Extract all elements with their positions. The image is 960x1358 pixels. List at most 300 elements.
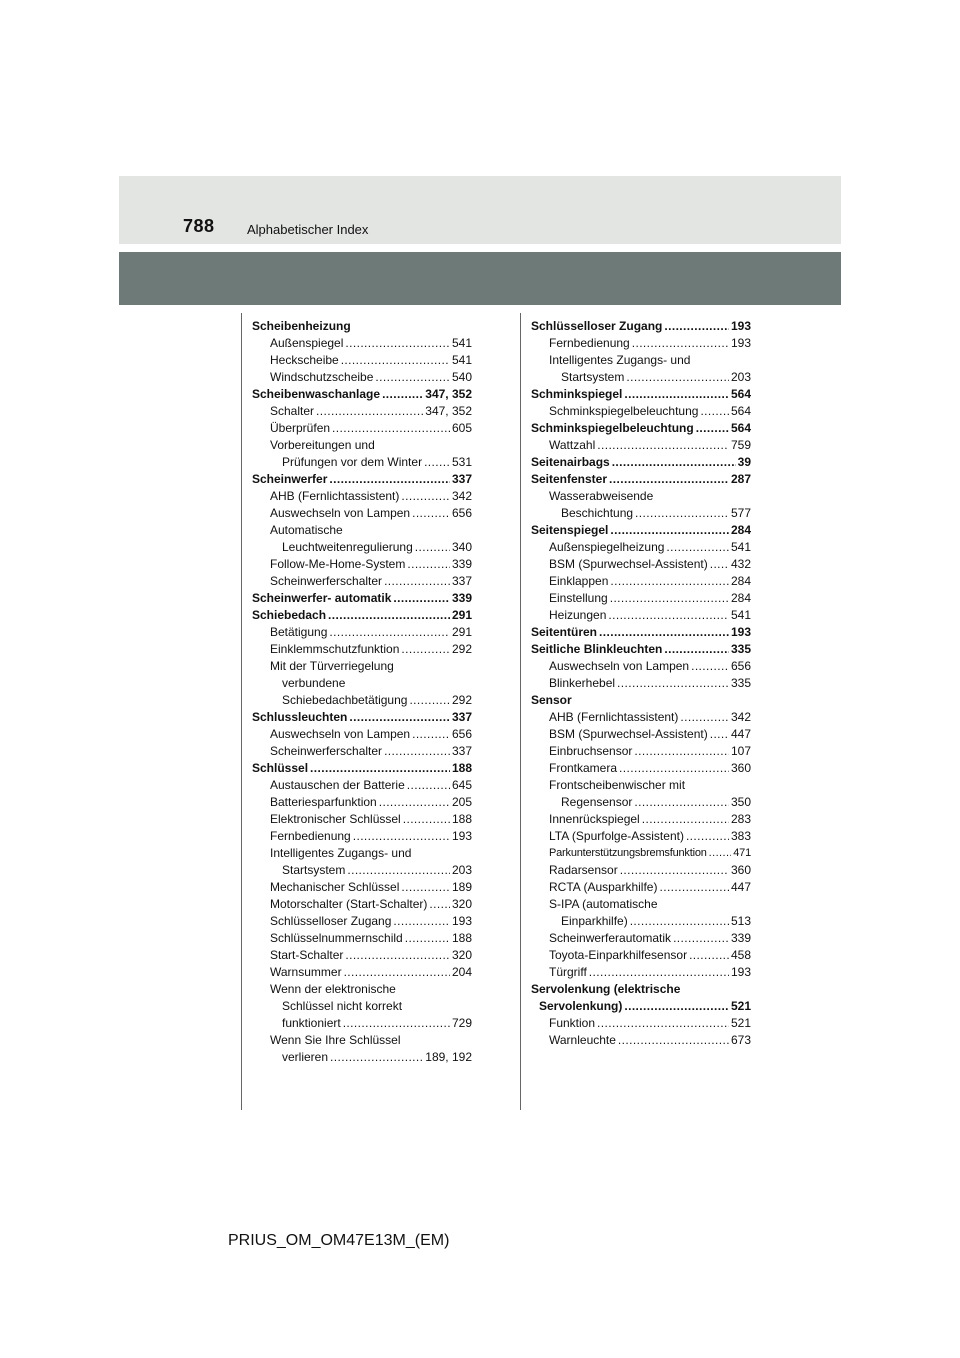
entry-term: Warnsummer xyxy=(270,965,342,979)
page-reference: 339 xyxy=(451,557,472,571)
entry-term: Beschichtung xyxy=(561,506,634,520)
entry-term: funktioniert xyxy=(282,1016,341,1030)
entry-term: Servolenkung) xyxy=(539,999,623,1013)
entry-term: Servolenkung (elektrische xyxy=(531,982,681,996)
dot-leader xyxy=(608,607,729,624)
index-subentry xyxy=(252,862,472,879)
dot-leader xyxy=(412,726,450,743)
page-reference: 204 xyxy=(451,965,472,979)
dot-leader xyxy=(609,471,729,488)
dot-leader xyxy=(332,420,450,437)
index-subentry xyxy=(252,369,472,386)
index-subentry xyxy=(252,777,472,794)
dot-leader xyxy=(393,913,450,930)
dot-leader xyxy=(664,641,729,658)
page-reference: 645 xyxy=(451,778,472,792)
index-subentry xyxy=(531,811,751,828)
entry-term: Seitliche Blinkleuchten xyxy=(531,642,663,656)
index-entry xyxy=(531,641,751,658)
dot-leader xyxy=(375,369,450,386)
index-subentry xyxy=(531,1015,751,1032)
index-subentry xyxy=(252,437,472,454)
dot-leader xyxy=(634,743,729,760)
index-entry xyxy=(531,420,751,437)
index-subentry xyxy=(252,624,472,641)
dot-leader xyxy=(344,964,450,981)
index-subentry xyxy=(531,896,751,913)
index-subentry xyxy=(531,845,751,862)
index-subentry xyxy=(531,726,751,743)
page-reference: 564 xyxy=(730,421,751,435)
entry-term: verlieren xyxy=(282,1050,329,1064)
entry-term: Funktion xyxy=(549,1016,596,1030)
dot-leader xyxy=(612,454,736,471)
index-subentry xyxy=(531,879,751,896)
index-entry xyxy=(531,318,751,335)
page-reference: 193 xyxy=(451,914,472,928)
dot-leader xyxy=(393,590,450,607)
page-reference: 320 xyxy=(451,948,472,962)
dot-leader xyxy=(316,403,423,420)
dot-leader xyxy=(597,437,729,454)
index-subentry xyxy=(531,964,751,981)
page-reference: 287 xyxy=(730,472,751,486)
page-reference: 540 xyxy=(451,370,472,384)
entry-term: Scheinwerferschalter xyxy=(270,744,383,758)
dot-leader xyxy=(689,947,729,964)
dot-leader xyxy=(635,505,729,522)
entry-term: Heizungen xyxy=(549,608,607,622)
dot-leader xyxy=(401,641,450,658)
entry-term: Schlüsselloser Zugang xyxy=(531,319,663,333)
index-subentry xyxy=(252,828,472,845)
index-subentry xyxy=(531,777,751,794)
index-entry xyxy=(531,386,751,403)
entry-term: Scheinwerfer xyxy=(252,472,328,486)
dot-leader xyxy=(401,488,450,505)
index-subentry xyxy=(531,743,751,760)
page-reference: 292 xyxy=(451,693,472,707)
index-subentry xyxy=(252,1049,472,1066)
page-reference: 656 xyxy=(451,506,472,520)
dot-leader xyxy=(412,505,450,522)
index-subentry xyxy=(252,488,472,505)
dot-leader xyxy=(626,369,729,386)
page-reference: 729 xyxy=(451,1016,472,1030)
entry-term: Schlüssel xyxy=(252,761,309,775)
page-reference: 541 xyxy=(451,336,472,350)
column-rule-left xyxy=(241,313,242,1110)
index-column-2 xyxy=(531,318,751,1049)
entry-term: Austauschen der Batterie xyxy=(270,778,405,792)
dot-leader xyxy=(700,403,729,420)
entry-term: Scheinwerfer- automatik xyxy=(252,591,392,605)
header-band xyxy=(119,176,841,244)
page-reference: 339 xyxy=(451,591,472,605)
entry-term: Start-Schalter xyxy=(270,948,344,962)
entry-term: Blinkerhebel xyxy=(549,676,616,690)
dot-leader xyxy=(642,811,729,828)
entry-term: Batteriesparfunktion xyxy=(270,795,377,809)
dot-leader xyxy=(597,1015,729,1032)
page-reference: 673 xyxy=(730,1033,751,1047)
dot-leader xyxy=(618,1032,729,1049)
header-dark-band xyxy=(119,252,841,305)
page-reference: 292 xyxy=(451,642,472,656)
entry-term: Follow-Me-Home-System xyxy=(270,557,406,571)
page-reference: 759 xyxy=(730,438,751,452)
entry-term: Einstellung xyxy=(549,591,608,605)
index-subentry xyxy=(531,403,751,420)
entry-term: Türgriff xyxy=(549,965,587,979)
dot-leader xyxy=(610,522,729,539)
index-column-1 xyxy=(252,318,472,1066)
index-subentry xyxy=(531,590,751,607)
index-subentry xyxy=(252,539,472,556)
entry-term: Heckscheibe xyxy=(270,353,339,367)
dot-leader xyxy=(382,386,423,403)
index-subentry xyxy=(252,947,472,964)
dot-leader xyxy=(710,556,729,573)
dot-leader xyxy=(424,454,450,471)
index-subentry xyxy=(252,505,472,522)
index-subentry xyxy=(252,658,472,675)
entry-term: Schlüsselnummernschild xyxy=(270,931,403,945)
index-subentry xyxy=(252,1015,472,1032)
page-reference: 188 xyxy=(451,812,472,826)
entry-term: Windschutzscheibe xyxy=(270,370,374,384)
index-subentry xyxy=(531,794,751,811)
document-code: PRIUS_OM_OM47E13M_(EM) xyxy=(228,1232,450,1249)
dot-leader xyxy=(329,471,450,488)
page-reference: 203 xyxy=(730,370,751,384)
index-subentry xyxy=(531,930,751,947)
index-entry xyxy=(252,607,472,624)
index-subentry xyxy=(252,1032,472,1049)
page-reference: 188 xyxy=(451,931,472,945)
index-subentry xyxy=(252,964,472,981)
index-entry xyxy=(531,692,751,709)
entry-term: Einparkhilfe) xyxy=(561,914,628,928)
index-subentry xyxy=(531,1032,751,1049)
dot-leader xyxy=(620,862,729,879)
index-subentry xyxy=(531,352,751,369)
index-subentry xyxy=(252,573,472,590)
page-reference: 337 xyxy=(451,744,472,758)
page-reference: 521 xyxy=(730,999,751,1013)
page-reference: 541 xyxy=(730,540,751,554)
index-subentry xyxy=(252,879,472,896)
entry-term: Scheibenheizung xyxy=(252,319,351,333)
dot-leader xyxy=(691,658,729,675)
dot-leader xyxy=(341,352,450,369)
index-subentry xyxy=(531,862,751,879)
page-reference: 447 xyxy=(730,880,751,894)
dot-leader xyxy=(310,760,450,777)
dot-leader xyxy=(710,726,729,743)
entry-term: Scheibenwaschanlage xyxy=(252,387,381,401)
entry-term: RCTA (Ausparkhilfe) xyxy=(549,880,658,894)
index-subentry xyxy=(531,437,751,454)
index-entry xyxy=(252,709,472,726)
index-subentry xyxy=(252,352,472,369)
dot-leader xyxy=(664,318,729,335)
dot-leader xyxy=(405,930,450,947)
page-reference: 335 xyxy=(730,676,751,690)
entry-term: Wasserabweisende xyxy=(549,489,654,503)
dot-leader xyxy=(630,913,729,930)
page-reference: 605 xyxy=(451,421,472,435)
page-reference: 360 xyxy=(730,863,751,877)
page-reference: 189, 192 xyxy=(425,1050,472,1064)
entry-term: Mechanischer Schlüssel xyxy=(270,880,400,894)
index-subentry xyxy=(531,573,751,590)
index-entry xyxy=(531,471,751,488)
dot-leader xyxy=(659,879,728,896)
entry-term: Radarsensor xyxy=(549,863,618,877)
index-subentry xyxy=(252,811,472,828)
entry-term: Wenn der elektronische xyxy=(270,982,396,996)
page-reference: 193 xyxy=(730,965,751,979)
entry-term: Betätigung xyxy=(270,625,328,639)
page-reference: 656 xyxy=(451,727,472,741)
dot-leader xyxy=(329,624,450,641)
page-reference: 432 xyxy=(730,557,751,571)
dot-leader xyxy=(709,845,732,862)
dot-leader xyxy=(345,947,450,964)
index-subentry xyxy=(531,556,751,573)
page-reference: 339 xyxy=(730,931,751,945)
dot-leader xyxy=(409,692,450,709)
entry-term: Schiebedach xyxy=(252,608,327,622)
page-reference: 447 xyxy=(730,727,751,741)
dot-leader xyxy=(666,539,729,556)
entry-term: Schlüsselloser Zugang xyxy=(270,914,392,928)
page-reference: 193 xyxy=(451,829,472,843)
page-reference: 291 xyxy=(451,608,472,622)
index-entry xyxy=(252,590,472,607)
entry-term: AHB (Fernlichtassistent) xyxy=(270,489,400,503)
index-subentry xyxy=(252,420,472,437)
dot-leader xyxy=(617,675,729,692)
index-entry xyxy=(531,624,751,641)
entry-term: Intelligentes Zugangs- und xyxy=(270,846,412,860)
dot-leader xyxy=(401,879,450,896)
page-reference: 347, 352 xyxy=(425,404,472,418)
page-reference: 337 xyxy=(451,472,472,486)
section-title: Alphabetischer Index xyxy=(247,222,369,237)
index-subentry xyxy=(531,488,751,505)
dot-leader xyxy=(407,777,450,794)
entry-term: Startsystem xyxy=(282,863,346,877)
dot-leader xyxy=(610,573,729,590)
index-subentry xyxy=(531,760,751,777)
page-number: 788 xyxy=(183,216,215,236)
dot-leader xyxy=(634,794,729,811)
index-subentry xyxy=(252,556,472,573)
page-reference: 383 xyxy=(730,829,751,843)
entry-term: Fernbedienung xyxy=(549,336,630,350)
index-subentry xyxy=(252,726,472,743)
dot-leader xyxy=(384,743,450,760)
page-reference: 283 xyxy=(730,812,751,826)
index-subentry xyxy=(252,403,472,420)
entry-term: BSM (Spurwechsel-Assistent) xyxy=(549,727,708,741)
entry-term: Intelligentes Zugangs- und xyxy=(549,353,691,367)
entry-term: Schminkspiegel xyxy=(531,387,623,401)
entry-term: Frontkamera xyxy=(549,761,618,775)
index-entry xyxy=(252,318,472,335)
dot-leader xyxy=(624,386,729,403)
entry-term: Sensor xyxy=(531,693,572,707)
page-reference: 203 xyxy=(451,863,472,877)
entry-term: Scheinwerferschalter xyxy=(270,574,383,588)
index-subentry xyxy=(252,794,472,811)
index-subentry xyxy=(252,641,472,658)
dot-leader xyxy=(343,1015,450,1032)
page-reference: 337 xyxy=(451,574,472,588)
entry-term: Einklappen xyxy=(549,574,609,588)
dot-leader xyxy=(589,964,729,981)
entry-term: Mit der Türverriegelung xyxy=(270,659,394,673)
page-reference: 337 xyxy=(451,710,472,724)
entry-term: Fernbedienung xyxy=(270,829,351,843)
entry-term: Seitentüren xyxy=(531,625,598,639)
index-entry xyxy=(531,522,751,539)
dot-leader xyxy=(347,862,450,879)
index-subentry xyxy=(252,913,472,930)
dot-leader xyxy=(610,590,729,607)
entry-term: Toyota-Einparkhilfesensor xyxy=(549,948,688,962)
entry-term: Auswechseln von Lampen xyxy=(270,506,411,520)
entry-term: Außenspiegel xyxy=(270,336,344,350)
entry-term: Prüfungen vor dem Winter xyxy=(282,455,423,469)
entry-term: Leuchtweitenregulierung xyxy=(282,540,413,554)
entry-term: Scheinwerferautomatik xyxy=(549,931,672,945)
page-reference: 564 xyxy=(730,387,751,401)
index-subentry xyxy=(531,335,751,352)
page-reference: 291 xyxy=(451,625,472,639)
dot-leader xyxy=(686,828,729,845)
page-reference: 193 xyxy=(730,319,751,333)
page-reference: 284 xyxy=(730,523,751,537)
index-subentry xyxy=(531,675,751,692)
index-subentry xyxy=(252,930,472,947)
index-entry xyxy=(531,981,751,998)
page-reference: 107 xyxy=(730,744,751,758)
page-reference: 360 xyxy=(730,761,751,775)
entry-term: Schlussleuchten xyxy=(252,710,348,724)
entry-term: Regensensor xyxy=(561,795,633,809)
index-entry xyxy=(252,386,472,403)
index-subentry xyxy=(531,828,751,845)
index-subentry xyxy=(531,709,751,726)
dot-leader xyxy=(407,556,450,573)
dot-leader xyxy=(403,811,450,828)
page-reference: 564 xyxy=(730,404,751,418)
dot-leader xyxy=(624,998,729,1015)
entry-term: Innenrückspiegel xyxy=(549,812,640,826)
entry-term: verbundene xyxy=(282,676,346,690)
page-reference: 541 xyxy=(730,608,751,622)
entry-term: Außenspiegelheizung xyxy=(549,540,665,554)
page-reference: 521 xyxy=(730,1016,751,1030)
entry-term: Frontscheibenwischer mit xyxy=(549,778,686,792)
dot-leader xyxy=(353,828,450,845)
index-subentry xyxy=(252,845,472,862)
index-entry xyxy=(252,760,472,777)
page-reference: 340 xyxy=(451,540,472,554)
index-subentry xyxy=(252,454,472,471)
entry-term: Elektronischer Schlüssel xyxy=(270,812,401,826)
entry-term: Schminkspiegelbeleuchtung xyxy=(531,421,694,435)
dot-leader xyxy=(619,760,729,777)
page-reference: 193 xyxy=(730,625,751,639)
dot-leader xyxy=(349,709,450,726)
index-entry xyxy=(531,454,751,471)
page-reference: 342 xyxy=(451,489,472,503)
entry-term: Einklemmschutzfunktion xyxy=(270,642,400,656)
page-reference: 39 xyxy=(737,455,751,469)
page-reference: 471 xyxy=(733,847,751,859)
page-reference: 320 xyxy=(451,897,472,911)
dot-leader xyxy=(345,335,450,352)
index-subentry xyxy=(531,505,751,522)
page-reference: 335 xyxy=(730,642,751,656)
entry-term: Auswechseln von Lampen xyxy=(270,727,411,741)
entry-term: AHB (Fernlichtassistent) xyxy=(549,710,679,724)
page-reference: 205 xyxy=(451,795,472,809)
entry-term: Wattzahl xyxy=(549,438,596,452)
entry-term: BSM (Spurwechsel-Assistent) xyxy=(549,557,708,571)
entry-term: Startsystem xyxy=(561,370,625,384)
entry-term: Auswechseln von Lampen xyxy=(549,659,690,673)
entry-term: Parkunterstützungsbremsfunktion xyxy=(549,847,707,859)
entry-term: Wenn Sie Ihre Schlüssel xyxy=(270,1033,401,1047)
index-subentry xyxy=(531,369,751,386)
index-subentry xyxy=(252,692,472,709)
entry-term: Schiebedachbetätigung xyxy=(282,693,408,707)
page-reference: 458 xyxy=(730,948,751,962)
entry-term: Seitenspiegel xyxy=(531,523,609,537)
index-subentry xyxy=(531,947,751,964)
index-subentry xyxy=(252,981,472,998)
index-subentry xyxy=(252,522,472,539)
page-reference: 350 xyxy=(730,795,751,809)
page-reference: 656 xyxy=(730,659,751,673)
dot-leader xyxy=(696,420,729,437)
page-reference: 342 xyxy=(730,710,751,724)
dot-leader xyxy=(632,335,729,352)
entry-term: Automatische xyxy=(270,523,343,537)
entry-term: Überprüfen xyxy=(270,421,331,435)
index-subentry xyxy=(252,335,472,352)
index-subentry xyxy=(531,658,751,675)
index-subentry xyxy=(252,896,472,913)
index-subentry xyxy=(531,539,751,556)
page-reference: 513 xyxy=(730,914,751,928)
page-reference: 193 xyxy=(730,336,751,350)
entry-term: Seitenairbags xyxy=(531,455,610,469)
entry-term: Warnleuchte xyxy=(549,1033,616,1047)
page-reference: 577 xyxy=(730,506,751,520)
index-subentry xyxy=(531,607,751,624)
index-subentry xyxy=(252,998,472,1015)
index-entry xyxy=(252,471,472,488)
page-reference: 189 xyxy=(451,880,472,894)
dot-leader xyxy=(680,709,729,726)
page-reference: 284 xyxy=(730,591,751,605)
